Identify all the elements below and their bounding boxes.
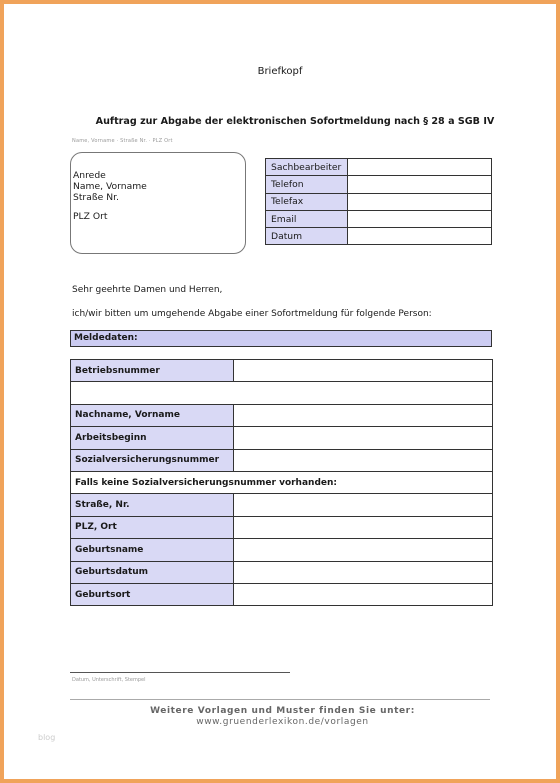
field-label: Sozialversicherungsnummer — [71, 449, 234, 471]
betriebsnummer-field[interactable] — [234, 360, 493, 382]
contact-label: Email — [266, 210, 348, 227]
field-label: Nachname, Vorname — [71, 404, 234, 426]
table-row — [71, 382, 493, 404]
contact-value-field[interactable] — [348, 159, 492, 176]
footer-text: Weitere Vorlagen und Muster finden Sie unter: — [150, 706, 415, 716]
table-row — [71, 494, 493, 516]
address-salutation: Anrede — [73, 170, 106, 181]
section-note: Falls keine Sozialversicherungsnummer vorhanden: — [71, 471, 493, 493]
plz-field[interactable] — [234, 516, 493, 538]
contact-value-field[interactable] — [348, 193, 492, 210]
contact-label: Telefon — [266, 176, 348, 193]
letterhead: Briefkopf — [257, 66, 303, 77]
table-row — [266, 210, 492, 227]
street-field[interactable] — [234, 494, 493, 516]
contact-label: Datum — [266, 228, 348, 245]
arbeitsbeginn-field[interactable] — [234, 427, 493, 449]
field-label: Geburtsdatum — [71, 561, 234, 583]
address-block — [73, 170, 147, 222]
field-label: Geburtsort — [71, 583, 234, 605]
footer-link[interactable]: www.gruenderlexikon.de/vorlagen — [196, 717, 369, 727]
contact-label: Sachbearbeiter — [266, 159, 348, 176]
birthname-field[interactable] — [234, 539, 493, 561]
section-header-meldedaten: Meldedaten: — [70, 330, 492, 347]
intro-text: ich/wir bitten um umgehende Abgabe einer Sofortmeldung für folgende Person: — [72, 309, 432, 319]
table-row — [71, 561, 493, 583]
table-row — [71, 516, 493, 538]
table-row — [71, 360, 493, 382]
signature-line — [70, 672, 290, 673]
field-label: Betriebsnummer — [71, 360, 234, 382]
field-label: PLZ, Ort — [71, 516, 234, 538]
sender-line: Name, Vorname · Straße Nr. · PLZ Ort — [72, 138, 173, 144]
greeting: Sehr geehrte Damen und Herren, — [72, 285, 223, 295]
table-row — [71, 471, 493, 493]
table-row — [266, 176, 492, 193]
table-row — [266, 228, 492, 245]
address-street: Straße Nr. — [73, 192, 119, 203]
signature-caption: Datum, Unterschrift, Stempel — [72, 677, 146, 683]
registration-table — [70, 359, 493, 606]
field-label: Straße, Nr. — [71, 494, 234, 516]
empty-row — [71, 382, 493, 404]
table-row — [71, 449, 493, 471]
footer-divider — [70, 699, 490, 700]
contact-table — [265, 158, 492, 245]
watermark: blog — [38, 733, 56, 742]
name-field[interactable] — [234, 404, 493, 426]
document-title: Auftrag zur Abgabe der elektronischen Sofortmeldung nach § 28 a SGB IV — [95, 116, 495, 127]
contact-value-field[interactable] — [348, 228, 492, 245]
table-row — [71, 583, 493, 605]
address-city: PLZ Ort — [73, 211, 108, 222]
table-row — [266, 193, 492, 210]
contact-value-field[interactable] — [348, 210, 492, 227]
contact-label: Telefax — [266, 193, 348, 210]
svnr-field[interactable] — [234, 449, 493, 471]
birthdate-field[interactable] — [234, 561, 493, 583]
birthplace-field[interactable] — [234, 583, 493, 605]
field-label: Arbeitsbeginn — [71, 427, 234, 449]
address-name: Name, Vorname — [73, 181, 147, 192]
table-row — [71, 404, 493, 426]
table-row — [266, 159, 492, 176]
table-row — [71, 427, 493, 449]
contact-value-field[interactable] — [348, 176, 492, 193]
field-label: Geburtsname — [71, 539, 234, 561]
table-row — [71, 539, 493, 561]
